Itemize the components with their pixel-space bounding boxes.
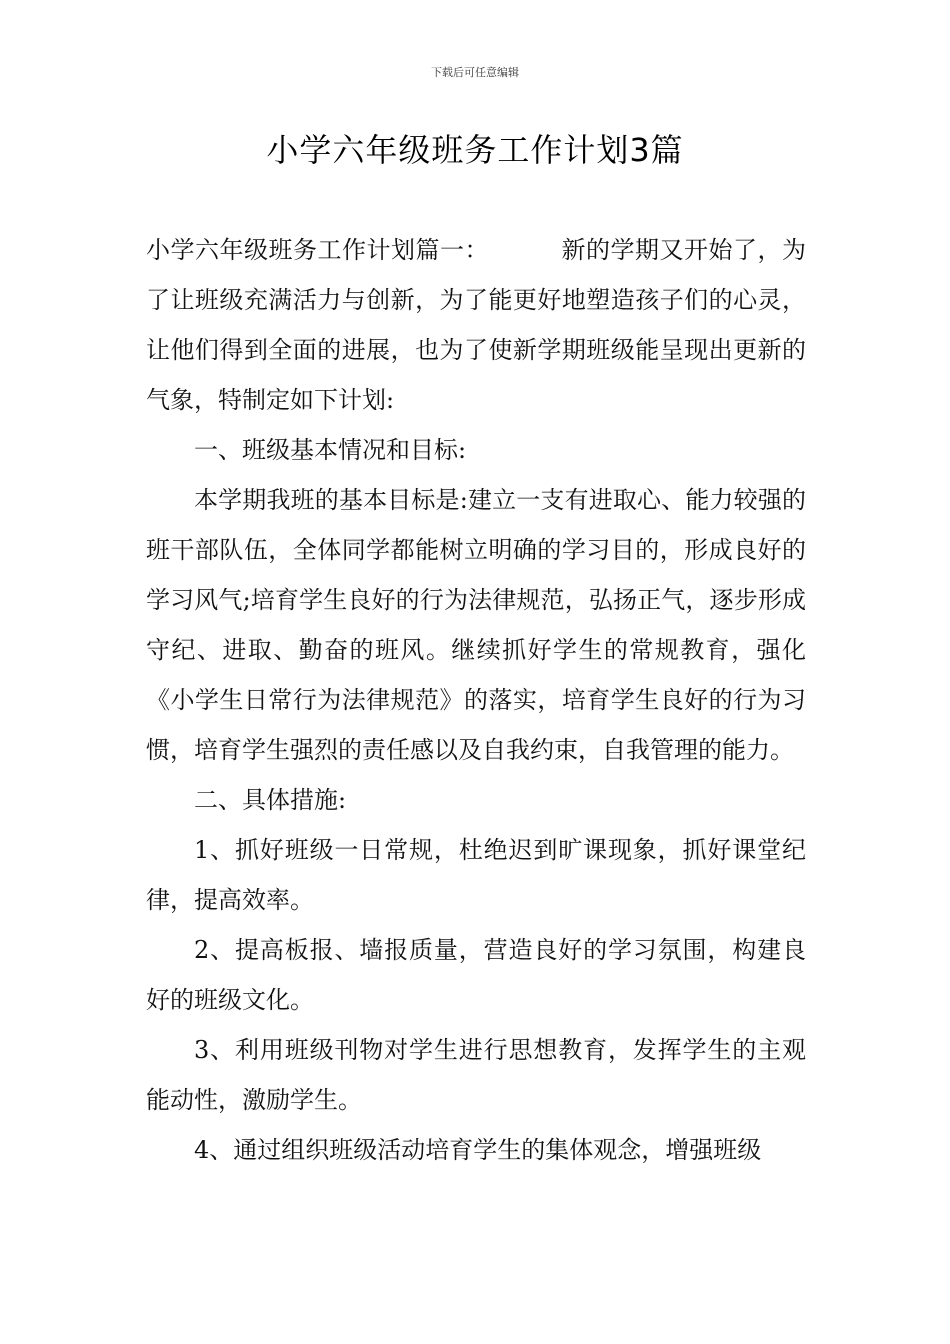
intro-label: 小学六年级班务工作计划篇一： — [146, 236, 489, 264]
section1-heading: 一、班级基本情况和目标: — [194, 436, 467, 464]
measure-item: 1、抓好班级一日常规，杜绝迟到旷课现象，抓好课堂纪律，提高效率。 — [146, 836, 806, 914]
measure-item: 2、提高板报、墙报质量，营造良好的学习氛围，构建良好的班级文化。 — [146, 936, 806, 1014]
header-note: 下载后可任意编辑 — [431, 66, 519, 79]
section1-paragraph: 本学期我班的基本目标是:建立一支有进取心、能力较强的班干部队伍，全体同学都能树立明确的学习目的，形成良好的学习风气;培育学生良好的行为法律规范，弘扬正气，逐步形成守纪、进取、勤奋的班风。继续抓好学生的常规教育，强化《小学生日常行为法律规范》的落实，培育学生良好的行为习惯，培育学生强烈的责任感以及自我约束，自我管理的能力。 — [146, 486, 806, 764]
document-title: 小学六年级班务工作计划3篇 — [266, 131, 684, 169]
measure-item: 4、通过组织班级活动培育学生的集体观念，增强班级 — [194, 1136, 762, 1164]
document-body — [146, 225, 806, 1175]
intro-text: 新的学期又开始了，为了让班级充满活力与创新，为了能更好地塑造孩子们的心灵，让他们得到全面的进展，也为了使新学期班级能呈现出更新的气象，特制定如下计划: — [146, 236, 806, 414]
intro-paragraph — [146, 225, 806, 425]
measure-item: 3、利用班级刊物对学生进行思想教育，发挥学生的主观能动性，激励学生。 — [146, 1036, 806, 1114]
section2-heading: 二、具体措施: — [194, 786, 347, 814]
